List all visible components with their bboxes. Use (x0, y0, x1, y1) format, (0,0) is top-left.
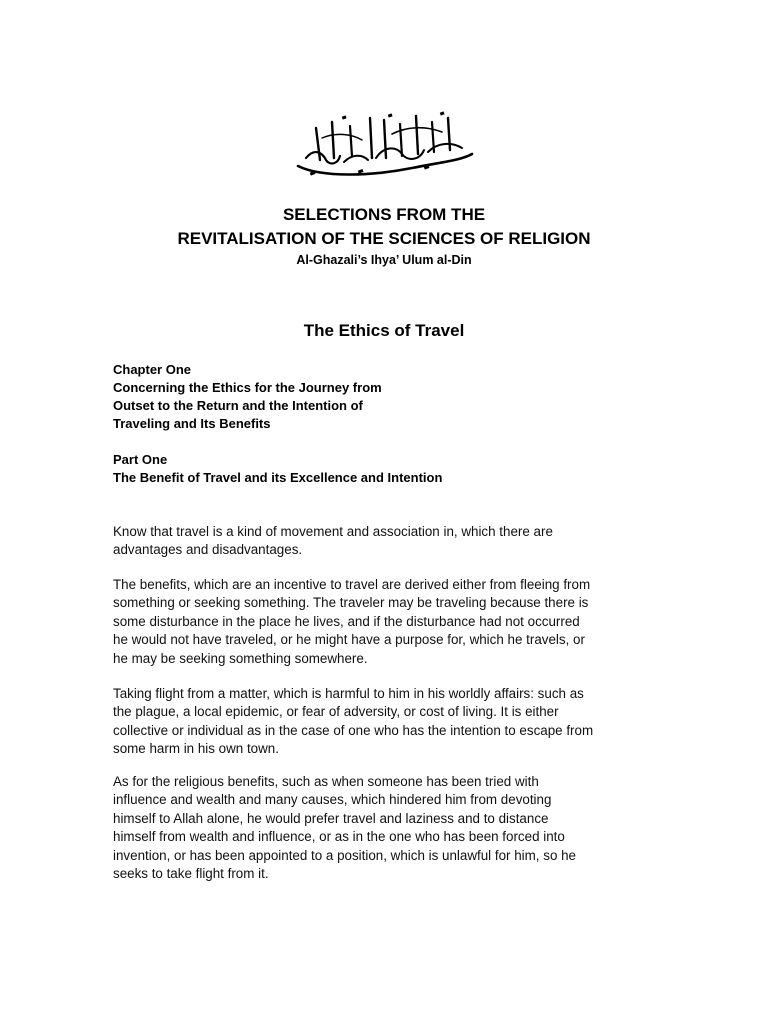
paragraph-line: some disturbance in the place he lives, and if the disturbance had not occurred (113, 613, 580, 629)
paragraph-2 (113, 576, 590, 668)
section-title: The Ethics of Travel (303, 321, 465, 340)
paragraph-line: the plague, a local epidemic, or fear of adversity, or cost of living. It is either (113, 704, 559, 720)
chapter-heading-line: Traveling and Its Benefits (113, 416, 271, 431)
paragraph-line: invention, or has been appointed to a position, which is unlawful for him, so he (113, 847, 577, 863)
document-title-line-2: REVITALISATION OF THE SCIENCES OF RELIGION (177, 229, 591, 248)
paragraph-line: himself to Allah alone, he would prefer travel and laziness and to distance (113, 810, 549, 826)
paragraph-1 (113, 523, 553, 560)
paragraph-line: The benefits, which are an incentive to travel are derived either from fleeing from (113, 577, 591, 592)
part-heading-text: The Benefit of Travel and its Excellence and Intention (113, 470, 443, 485)
paragraph-line: Know that travel is a kind of movement and association in, which there are (113, 524, 553, 539)
paragraph-line: himself from wealth and influence, or as in the one who has been forced into (113, 829, 565, 845)
document-subtitle: Al-Ghazali’s Ihya’ Ulum al-Din (296, 253, 472, 267)
paragraph-line: seeks to take flight from it. (113, 866, 269, 882)
basmala-calligraphy (292, 108, 476, 180)
paragraph-4 (113, 773, 576, 883)
paragraph-line: some harm in his own town. (113, 741, 279, 757)
chapter-heading-line: Outset to the Return and the Intention of (113, 398, 363, 413)
document-title-line-1: SELECTIONS FROM THE (282, 205, 486, 224)
paragraph-3 (113, 685, 593, 759)
chapter-heading-line: Concerning the Ethics for the Journey from (113, 380, 382, 395)
paragraph-line: he may be seeking something somewhere. (113, 650, 368, 666)
paragraph-line: advantages and disadvantages. (113, 542, 303, 558)
paragraph-line: something or seeking something. The traveler may be traveling because there is (113, 595, 589, 611)
paragraph-line: he would not have traveled, or he might have a purpose for, which he travels, or (113, 632, 585, 648)
chapter-label: Chapter One (113, 362, 192, 377)
part-heading (113, 451, 442, 487)
paragraph-line: Taking flight from a matter, which is harmful to him in his worldly affairs: such as (113, 686, 584, 701)
paragraph-line: As for the religious benefits, such as when someone has been tried with (113, 774, 539, 789)
part-label: Part One (113, 452, 168, 467)
paragraph-line: influence and wealth and many causes, which hindered him from devoting (113, 792, 552, 808)
chapter-heading (113, 361, 382, 433)
paragraph-line: collective or individual as in the case of one who has the intention to escape from (113, 722, 594, 738)
